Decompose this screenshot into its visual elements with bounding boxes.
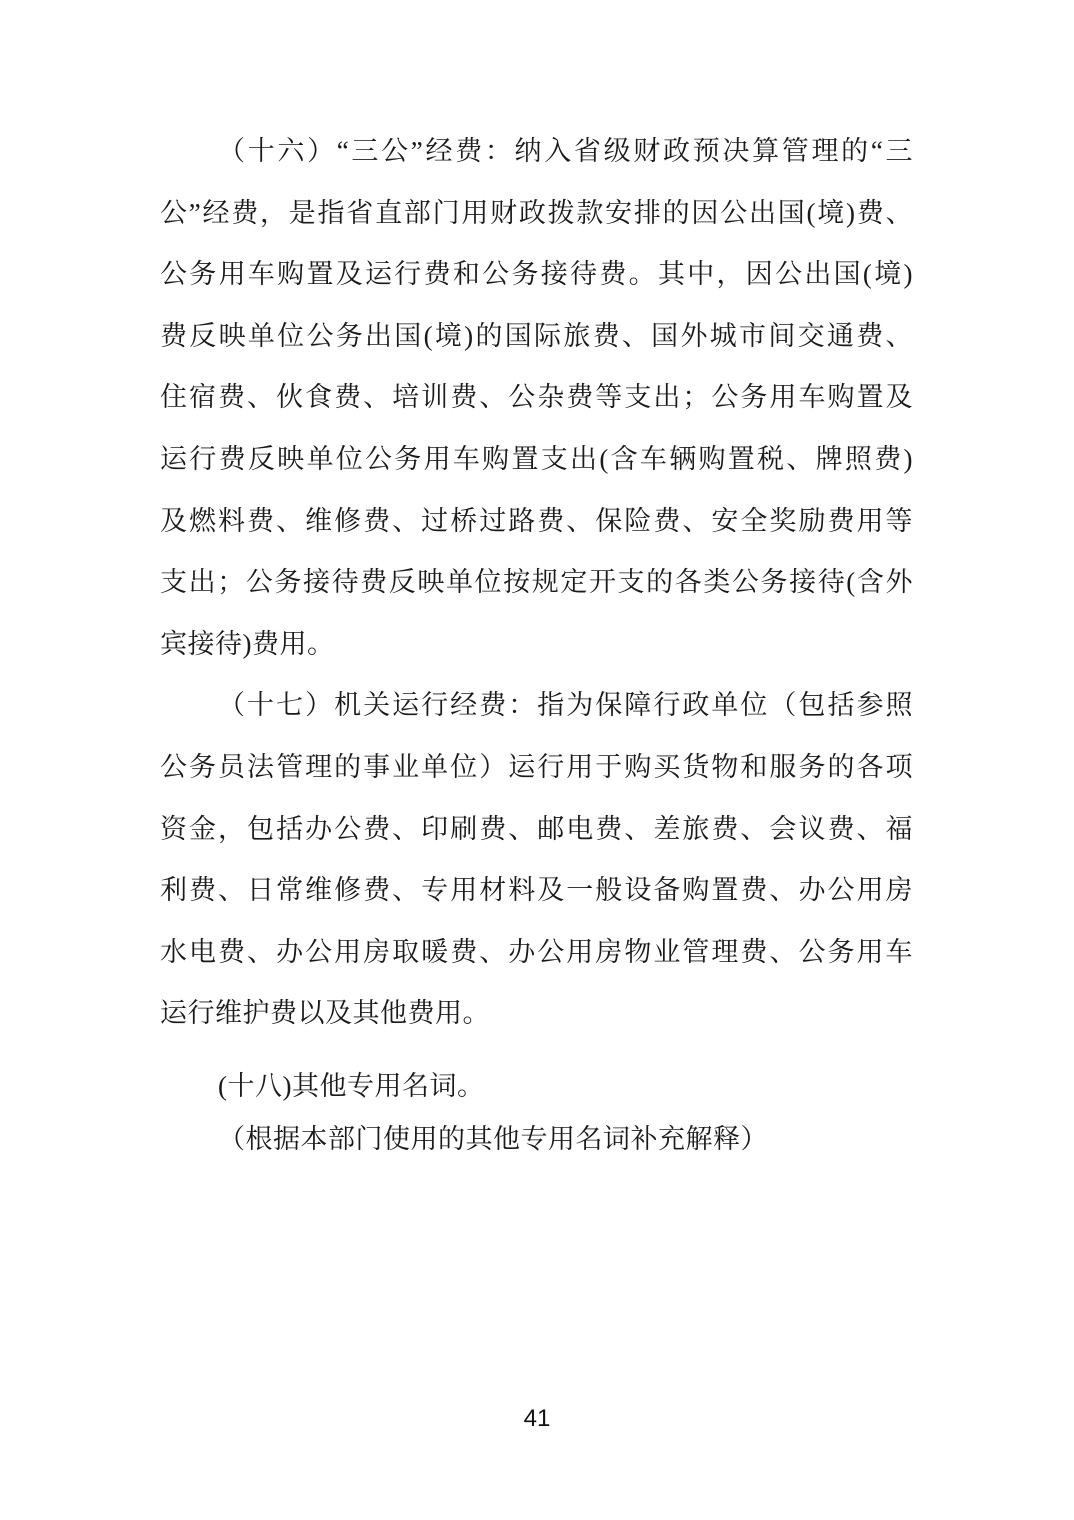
text-line: 公”经费，是指省直部门用财政拨款安排的因公出国(境)费、 bbox=[160, 197, 913, 228]
text-line: 公务员法管理的事业单位）运行用于购买货物和服务的各项 bbox=[160, 751, 913, 782]
text-line: 支出；公务接待费反映单位按规定开支的各类公务接待(含外 bbox=[160, 567, 913, 598]
text-line: 运行维护费以及其他费用。 bbox=[160, 998, 490, 1029]
text-line: 资金，包括办公费、印刷费、邮电费、差旅费、会议费、福 bbox=[160, 813, 913, 844]
text-line: （十七）机关运行经费：指为保障行政单位（包括参照 bbox=[218, 690, 913, 721]
text-line: （十六）“三公”经费：纳入省级财政预决算管理的“三 bbox=[218, 136, 913, 166]
text-line: （根据本部门使用的其他专用名词补充解释） bbox=[218, 1123, 768, 1154]
paragraph-clause-17 bbox=[160, 675, 913, 1045]
text-line: 宾接待)费用。 bbox=[160, 628, 335, 659]
text-line: (十八)其他专用名词。 bbox=[218, 1070, 485, 1101]
document-text-block bbox=[160, 121, 913, 1166]
text-line: 公务用车购置及运行费和公务接待费。其中，因公出国(境) bbox=[160, 259, 913, 290]
text-line: 利费、日常维修费、专用材料及一般设备购置费、办公用房 bbox=[160, 875, 913, 906]
paragraph-clause-18-note bbox=[160, 1113, 913, 1166]
text-line: 及燃料费、维修费、过桥过路费、保险费、安全奖励费用等 bbox=[160, 505, 913, 536]
text-line: 住宿费、伙食费、培训费、公杂费等支出；公务用车购置及 bbox=[160, 382, 913, 413]
text-line: 运行费反映单位公务用车购置支出(含车辆购置税、牌照费) bbox=[160, 443, 913, 474]
paragraph-clause-18 bbox=[160, 1060, 913, 1113]
text-line: 水电费、办公用房取暖费、办公用房物业管理费、公务用车 bbox=[160, 936, 913, 967]
text-line: 费反映单位公务出国(境)的国际旅费、国外城市间交通费、 bbox=[160, 320, 913, 351]
page-number: 41 bbox=[523, 1405, 551, 1432]
paragraph-clause-16 bbox=[160, 121, 913, 675]
